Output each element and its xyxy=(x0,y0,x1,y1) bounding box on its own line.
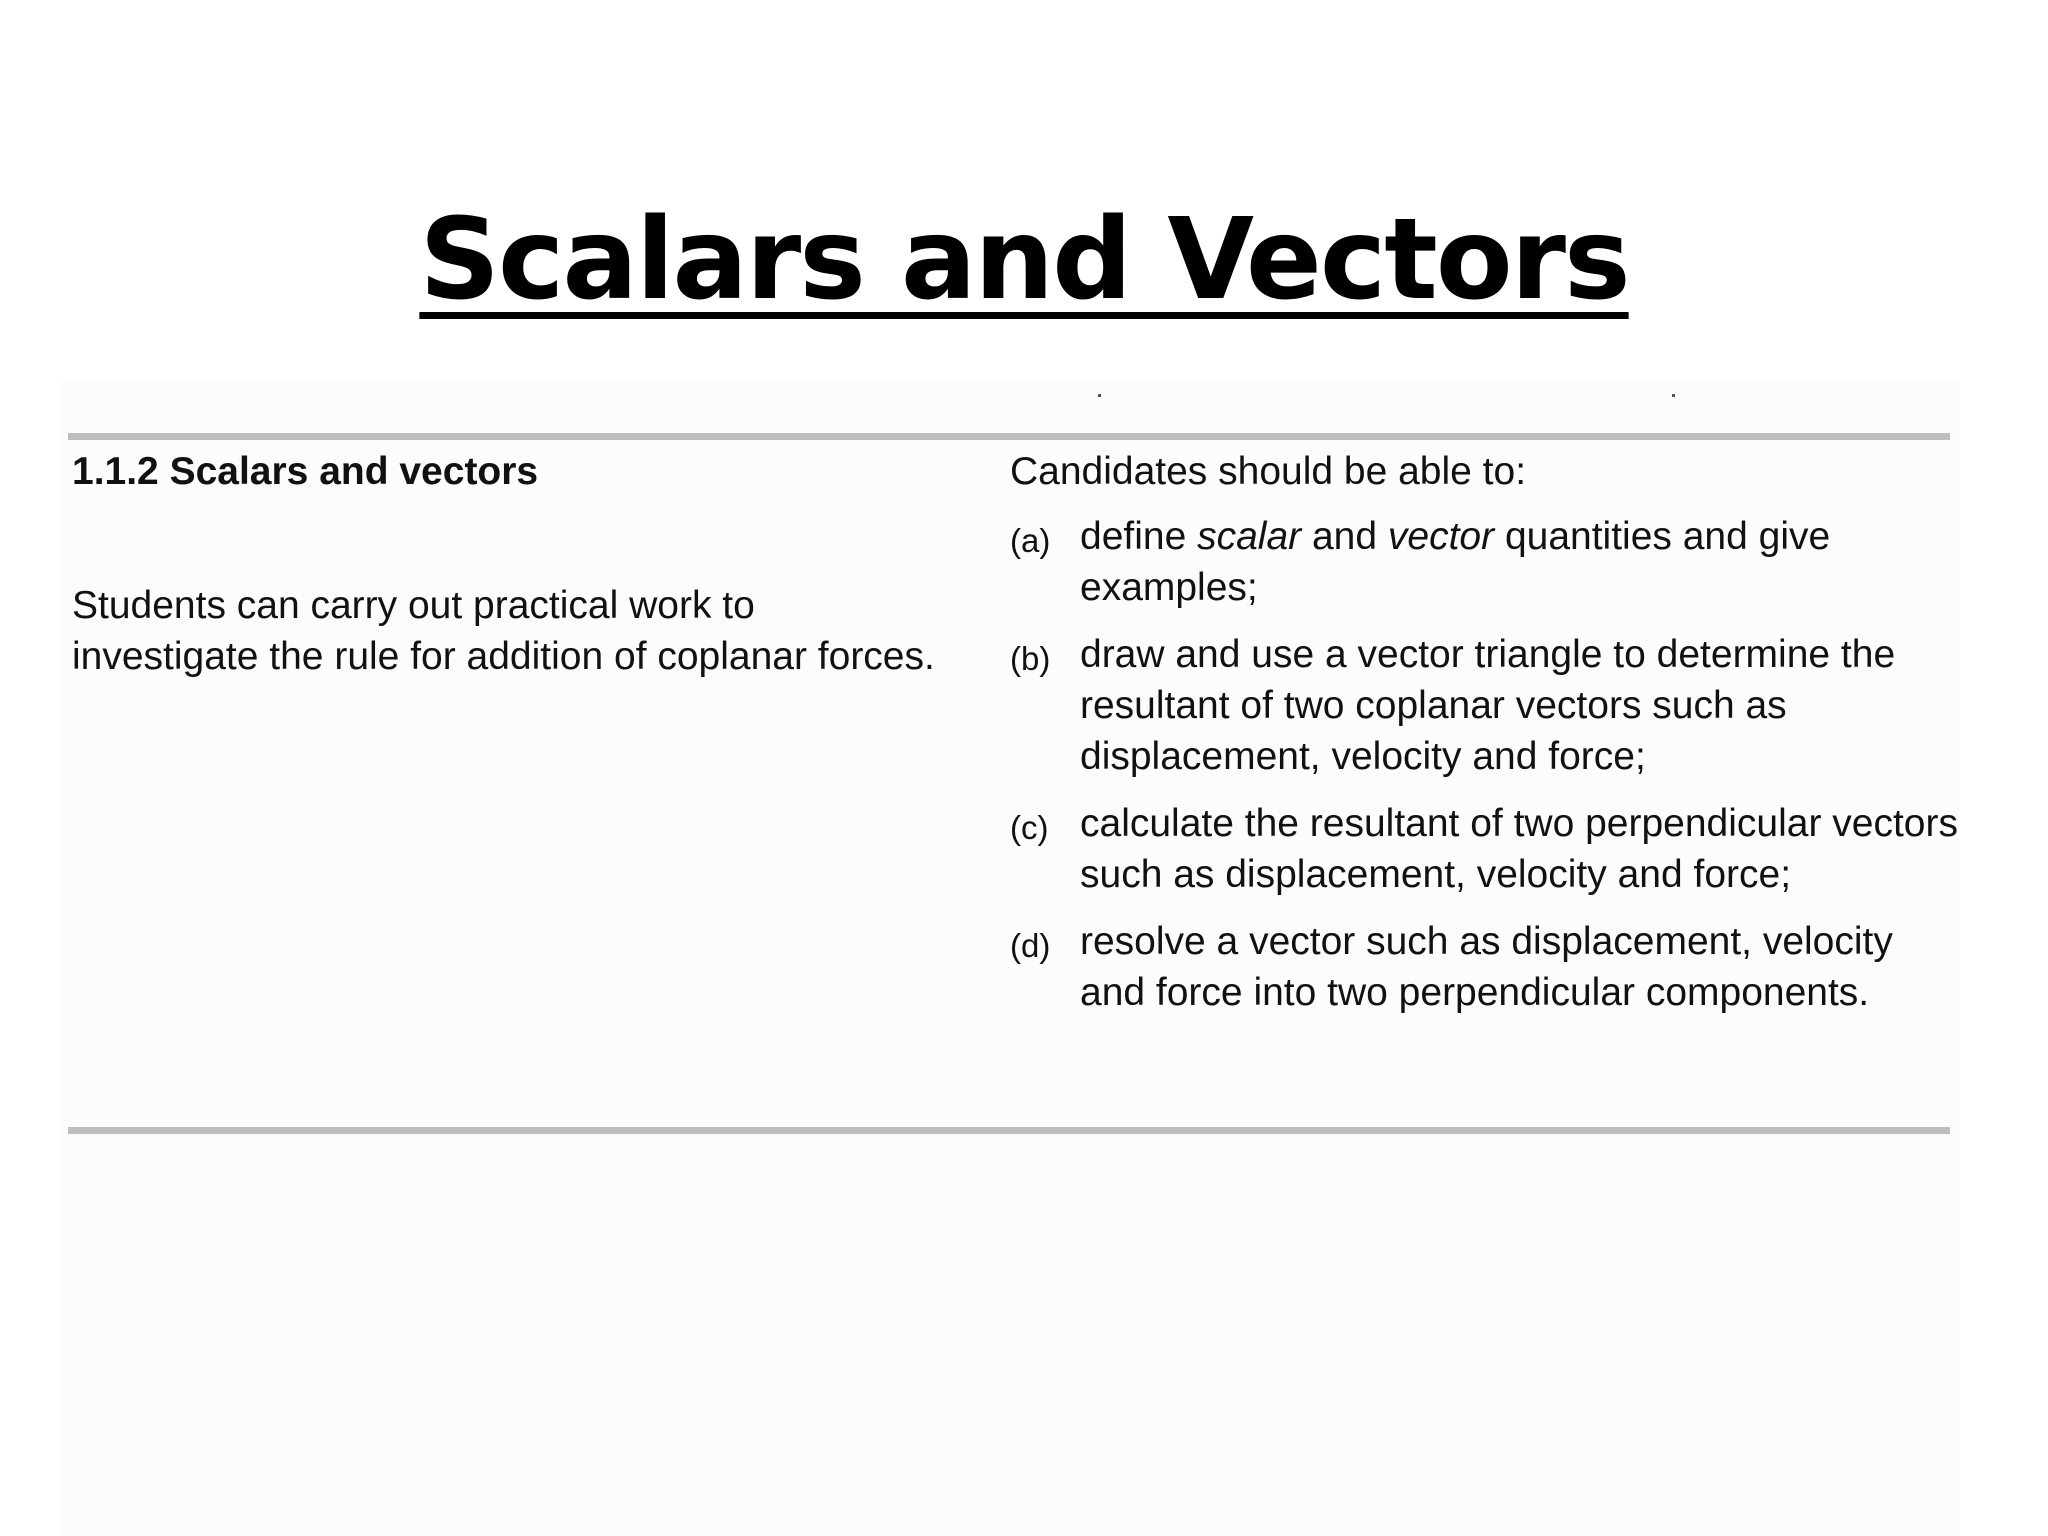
objective-marker: (d) xyxy=(1010,927,1051,964)
slide-title-text: Scalars and Vectors xyxy=(419,195,1629,326)
objective-marker: (b) xyxy=(1010,640,1051,677)
objective-text: resolve a vector such as displacement, velocity and force into two perpendicular components. xyxy=(1080,920,1893,1014)
spec-right-column xyxy=(1010,446,1960,1034)
objective-c xyxy=(1010,798,1960,900)
objective-b xyxy=(1010,629,1960,782)
slide-title xyxy=(0,193,2048,327)
table-bottom-rule xyxy=(68,1127,1950,1134)
objective-text: define scalar and vector quantities and give examples; xyxy=(1080,515,1831,609)
table-top-rule xyxy=(68,433,1950,440)
objectives-intro: Candidates should be able to: xyxy=(1010,450,1527,493)
practical-note: Students can carry out practical work to investigate the rule for addition of coplanar forces. xyxy=(72,584,935,678)
objective-marker: (a) xyxy=(1010,522,1051,559)
section-heading: 1.1.2 Scalars and vectors xyxy=(72,450,539,493)
objective-a xyxy=(1010,511,1960,613)
scan-speck xyxy=(1098,394,1101,397)
objective-text: draw and use a vector triangle to determine the resultant of two coplanar vectors such as displacement, velocity and force; xyxy=(1080,633,1896,778)
scan-speck xyxy=(1672,394,1675,397)
objective-text: calculate the resultant of two perpendicular vectors such as displacement, velocity and force; xyxy=(1080,802,1958,896)
term-vector: vector xyxy=(1387,515,1495,558)
objective-d xyxy=(1010,916,1960,1018)
term-scalar: scalar xyxy=(1197,515,1302,558)
objective-marker: (c) xyxy=(1010,809,1049,846)
spec-left-column xyxy=(72,446,952,682)
